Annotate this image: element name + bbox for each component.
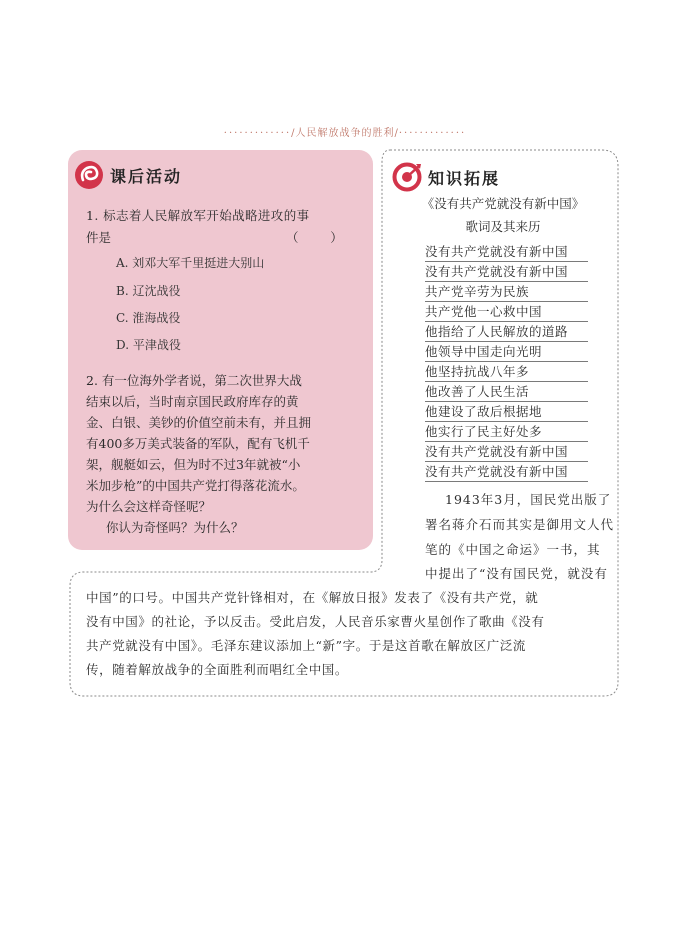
- story-line: 笔的《中国之命运》一书，其: [425, 542, 601, 557]
- activity-header: [74, 160, 182, 190]
- running-title: 人民解放战争的胜利: [295, 128, 395, 139]
- lyric-line: 没有共产党就没有新中国: [425, 242, 588, 262]
- lyric-line: 他建设了敌后根据地: [425, 402, 588, 422]
- header-bracket-right: /: [394, 128, 399, 139]
- lyric-line: 他领导中国走向光明: [425, 342, 588, 362]
- lyric-line: 他改善了人民生活: [425, 382, 588, 402]
- song-subtitle: 歌词及其来历: [465, 219, 541, 234]
- header-dots-left: ·············: [223, 128, 292, 139]
- knowledge-title: 知识拓展: [428, 168, 501, 188]
- target-arrow-icon: [392, 162, 422, 192]
- question-2-line: 为什么会这样奇怪呢？: [86, 499, 212, 514]
- question-2-line: 架，舰艇如云，但为时不过3年就被“小: [86, 457, 301, 472]
- story-line: 没有中国》的社论，予以反击。受此启发，人民音乐家曹火星创作了歌曲《没有: [86, 614, 545, 629]
- story-line: 传，随着解放战争的全面胜利而唱红全中国。: [86, 662, 349, 677]
- song-title: 《没有共产党就没有新中国》: [421, 196, 585, 211]
- lyric-line: 共产党他一心救中国: [425, 302, 588, 322]
- lyric-line: 没有共产党就没有新中国: [425, 442, 588, 462]
- lyric-line: 没有共产党就没有新中国: [425, 262, 588, 282]
- header-dots-right: ·············: [398, 128, 467, 139]
- question-1-line-1: 1. 标志着人民解放军开始战略进攻的事: [86, 208, 310, 223]
- question-2-followup: 你认为奇怪吗？为什么？: [106, 520, 244, 535]
- lyric-line: 他坚持抗战八年多: [425, 362, 588, 382]
- lyric-line: 共产党辛劳为民族: [425, 282, 588, 302]
- option-c: C. 淮海战役: [116, 311, 181, 325]
- lyric-line: 他指给了人民解放的道路: [425, 322, 588, 342]
- question-2-line: 有400多万美式装备的军队，配有飞机千: [86, 436, 310, 451]
- option-a: A. 刘邓大军千里挺进大别山: [116, 256, 265, 270]
- header-bracket-left: /: [291, 128, 296, 139]
- story-line: 1943年3月，国民党出版了: [445, 492, 612, 507]
- story-line: 共产党就没有中国》。毛泽东建议添加上“新”字。于是这首歌在解放区广泛流: [86, 638, 527, 653]
- question-2-line: 金、白银、美钞的价值空前未有，并且拥: [86, 415, 312, 430]
- option-b: B. 辽沈战役: [116, 284, 181, 298]
- activity-title: 课后活动: [110, 166, 183, 186]
- answer-blank[interactable]: （ ）: [286, 230, 343, 245]
- question-2-line: 2. 有一位海外学者说，第二次世界大战: [86, 373, 302, 388]
- lyric-line: 没有共产党就没有新中国: [425, 462, 588, 482]
- question-1-line-2: 件是: [86, 230, 112, 245]
- question-2-line: 米加步枪”的中国共产党打得落花流水。: [86, 478, 305, 493]
- option-d: D. 平津战役: [116, 338, 181, 352]
- swirl-activity-icon: [74, 160, 104, 190]
- question-2-line: 结束以后，当时南京国民政府库存的黄: [86, 394, 299, 409]
- story-line: 中提出了“没有国民党，就没有: [425, 566, 608, 581]
- story-line: 中国”的口号。中国共产党针锋相对，在《解放日报》发表了《没有共产党，就: [86, 590, 539, 605]
- knowledge-header: [392, 162, 500, 192]
- story-line: 署名蒋介石而其实是御用文人代: [425, 517, 615, 532]
- lyric-line: 他实行了民主好处多: [425, 422, 588, 442]
